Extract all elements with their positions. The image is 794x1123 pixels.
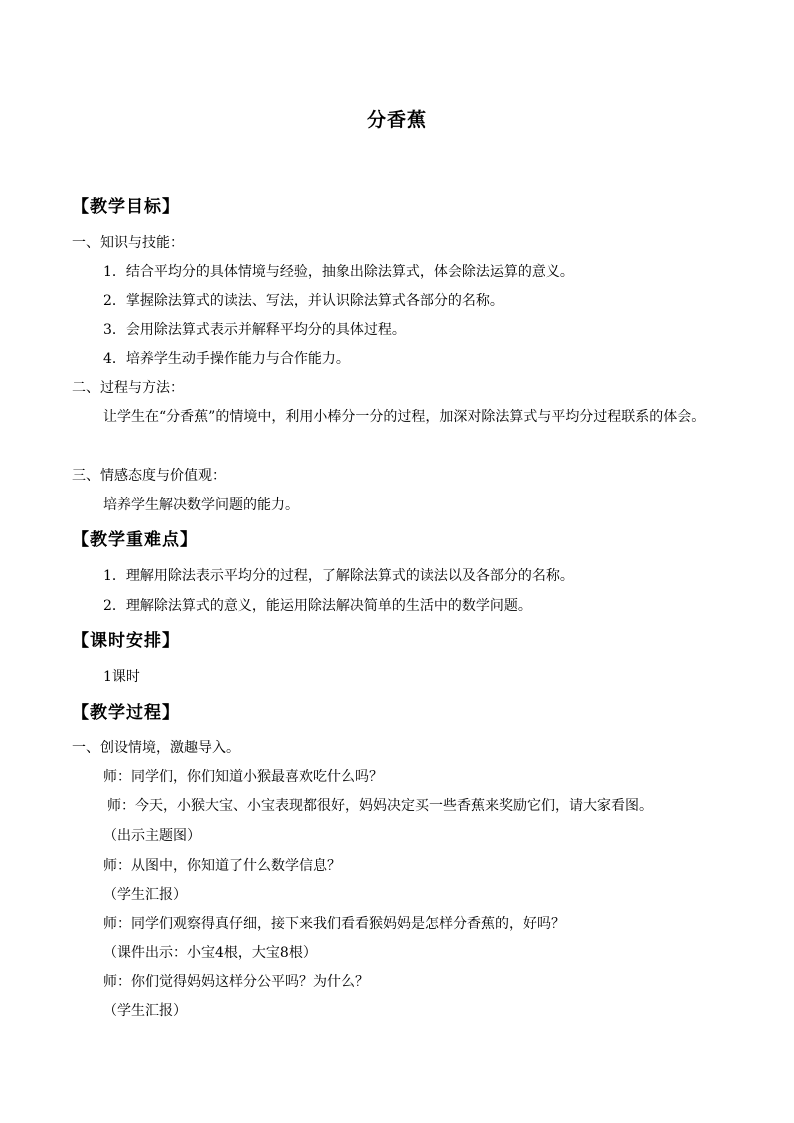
- objectives-item-1: 1．结合平均分的具体情境与经验，抽象出除法算式，体会除法运算的意义。: [103, 264, 574, 280]
- objectives-part3-title: 三、情感态度与价值观：: [72, 468, 226, 484]
- objectives-item-2: 2．掌握除法算式的读法、写法，并认识除法算式各部分的名称。: [103, 293, 504, 309]
- process-line-3: （出示主题图）: [103, 828, 201, 844]
- objectives-part3-text: 培养学生解决数学问题的能力。: [103, 497, 299, 513]
- objectives-item-3: 3．会用除法算式表示并解释平均分的具体过程。: [103, 322, 406, 338]
- schedule-text: 1课时: [103, 669, 140, 685]
- process-step-1-title: 一、创设情境，激趣导入。: [72, 740, 240, 756]
- objectives-part1-title: 一、知识与技能：: [72, 235, 184, 251]
- process-line-5: （学生汇报）: [103, 887, 187, 903]
- process-line-2: 师：今天，小猴大宝、小宝表现都很好，妈妈决定买一些香蕉来奖励它们，请大家看图。: [107, 798, 653, 814]
- section-heading-key-points: 【教学重难点】: [72, 530, 198, 550]
- document-title: 分香蕉: [366, 109, 427, 131]
- process-line-6: 师：同学们观察得真仔细，接下来我们看看猴妈妈是怎样分香蕉的，好吗？: [103, 916, 565, 932]
- key-point-item-2: 2．理解除法算式的意义，能运用除法解决简单的生活中的数学问题。: [103, 598, 532, 614]
- process-line-9: （学生汇报）: [103, 1003, 187, 1019]
- objectives-item-4: 4．培养学生动手操作能力与合作能力。: [103, 351, 350, 367]
- objectives-part2-title: 二、过程与方法：: [72, 380, 184, 396]
- process-line-1: 师：同学们，你们知道小猴最喜欢吃什么吗？: [103, 769, 383, 785]
- section-heading-objectives: 【教学目标】: [72, 197, 180, 217]
- key-point-item-1: 1．理解用除法表示平均分的过程，了解除法算式的读法以及各部分的名称。: [103, 568, 574, 584]
- process-line-8: 师：你们觉得妈妈这样分公平吗？为什么？: [103, 974, 369, 990]
- process-line-4: 师：从图中，你知道了什么数学信息？: [103, 858, 341, 874]
- objectives-part2-text: 让学生在“分香蕉”的情境中，利用小棒分一分的过程，加深对除法算式与平均分过程联系的体会。: [103, 409, 706, 425]
- process-line-7: （课件出示：小宝4根，大宝8根）: [103, 945, 317, 961]
- section-heading-schedule: 【课时安排】: [72, 631, 180, 651]
- section-heading-process: 【教学过程】: [72, 703, 180, 723]
